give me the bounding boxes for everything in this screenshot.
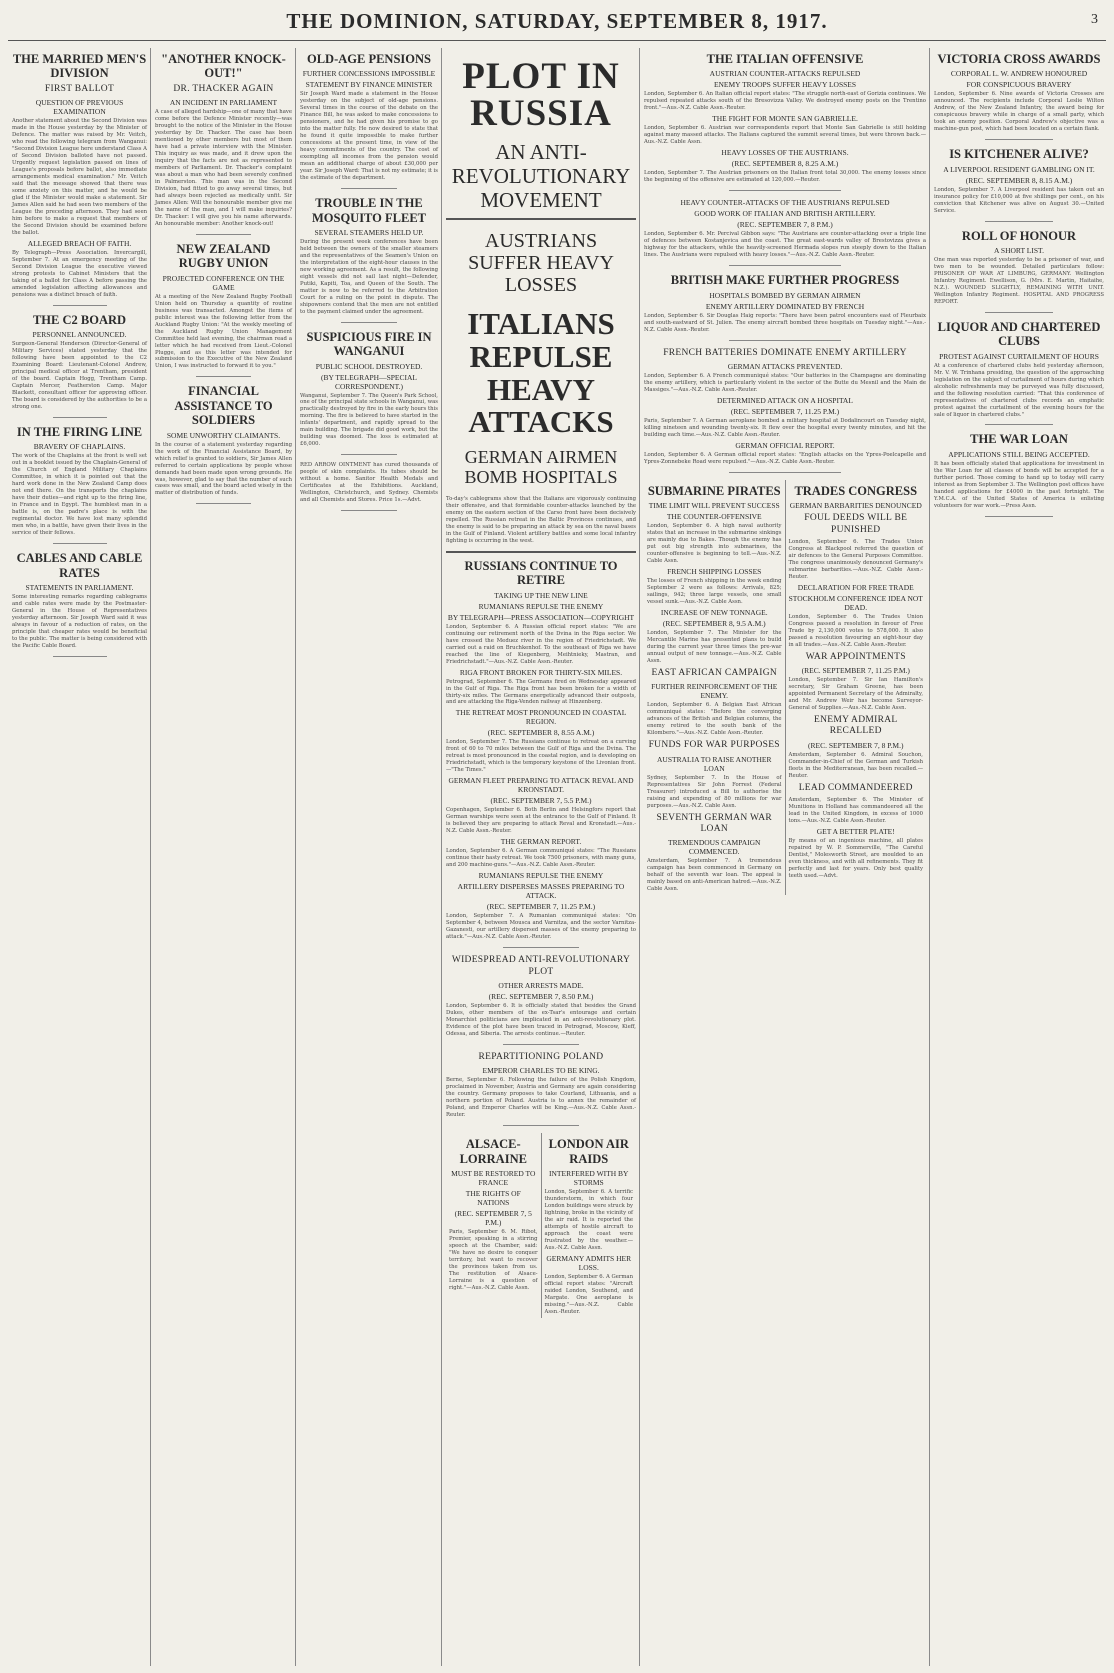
headline: RUSSIANS CONTINUE TO RETIRE — [464, 558, 618, 588]
subheadline: THE RIGHTS OF NATIONS — [465, 1188, 521, 1207]
article-body: London, September 7. A Liverpool resident has taken out an insurance policy for £10,000 at five shillings per cent., on his conviction that Kitchener was alive on August 30.—United Service. — [934, 186, 1104, 214]
article-body: Paris, September 7. A German aeroplane bombed a military hospital at Dodalincourt on Tuesday night, killing nineteen and wounding twenty-six. It flew over the hospital every twenty minutes, and hit the building each time.—Aus.-N.Z. Cable Assn.-Reuter. — [644, 417, 926, 438]
headline: WIDESPREAD ANTI-REVOLUTIONARY PLOT — [451, 955, 631, 977]
byline: BY TELEGRAPH—PRESS ASSOCIATION—COPYRIGHT — [447, 612, 635, 622]
section-head: FRENCH SHIPPING LOSSES — [667, 567, 762, 577]
headline: LIQUOR AND CHARTERED CLUBS — [937, 319, 1101, 349]
article-italian-offensive — [644, 52, 926, 191]
column-5 — [640, 48, 930, 1666]
section-head: RIGA FRONT BROKEN FOR THIRTY-SIX MILES. — [459, 667, 623, 677]
section-head: ALLEGED BREACH OF FAITH. — [27, 238, 132, 248]
section-head: ARTILLERY DISPERSES MASSES PREPARING TO ATTACK. — [457, 882, 625, 901]
subheadline: FIRST BALLOT — [44, 83, 115, 94]
column-5-left — [644, 480, 785, 895]
subheadline: ENEMY TROOPS SUFFER HEAVY LOSSES — [713, 80, 857, 90]
article-body: London, September 6. A German communiqué states: "The Russians continue their hasty retreat. We took 7500 prisoners, with many guns, and 200 machine-guns."—Aus.-N.Z. Cable Assn.-Reuter. — [446, 848, 636, 869]
article-body: It has been officially stated that applications for investment in the War Loan for all classes of bonds will be accepted for a further period. Those coming to hand up to today will carry interest as from September 3. The Wellington post offices have handed applications for £4000 in the past fortnight. The Y.M.C.A. of the United States of America is enlisting volunteers for war work.—Press Assn. — [934, 460, 1104, 509]
dateline: (REC. SEPTEMBER 7, 8.50 P.M.) — [488, 992, 594, 1001]
dateline: (REC. SEPTEMBER 7, 8 P.M.) — [737, 220, 833, 230]
article-body: London, September 6. A French communiqué states: "Our batteries in the Champagne are dominating the enemy artillery, which is particularly violent in the sector of the Butte du Mesnil and the Main de Massiges."—Aus.-N.Z. Cable Assn.-Reuter. — [644, 372, 926, 393]
headline: ROLL OF HONOUR — [961, 228, 1077, 243]
dateline: (REC. SEPTEMBER 7, 8 P.M.) — [808, 740, 904, 750]
main-subheadline: AN ANTI-REVOLUTIONARY MOVEMENT — [451, 140, 631, 213]
subheadline: QUESTION OF PREVIOUS EXAMINATION — [35, 98, 124, 117]
article-body: London, September 7. Sir Ian Hamilton's secretary, Sir Graham Greene, has been appointed Permanent Secretary of the Admiralty, and Mr. Andrew Weir has become Surveyor-General of Supplies.—Aus.-N.Z. Cable Assn. — [788, 677, 923, 712]
article-body: The losses of French shipping in the week ending September 2 were as follows: Arrivals, 825; sailings, 942; three large vessels, one small vessel sunk.—Aus.-N.Z. Cable Assn. — [647, 578, 782, 606]
main-headline: PLOT IN RUSSIA — [462, 56, 620, 134]
headline: CABLES AND CABLE RATES — [16, 551, 143, 580]
article-body: Some interesting remarks regarding cablegrams and cable rates were made by the Postmaster-General in the House of Representatives yesterday afternoon. Sir Joseph Ward said it was always in favour of a reduction of rates, on the principle that cheaper rates would be beneficial to the public. The matter is being considered with the Pacific Cable Board. — [12, 593, 147, 649]
headline: ALSACE-LORRAINE — [459, 1137, 527, 1166]
headline: FRENCH BATTERIES DOMINATE ENEMY ARTILLERY — [663, 347, 907, 358]
subheadline: PROTEST AGAINST CURTAILMENT OF HOURS — [939, 351, 1099, 361]
article-body: London, September 7. The Austrian prisoners on the Italian front total 30,000. The enemy losses since the beginning of the offensive are estimated at 120,000.—Reuter. — [644, 170, 926, 184]
section-head: GERMAN FLEET PREPARING TO ATTACK REVAL AND KRONSTADT. — [448, 776, 634, 795]
headline-austrians: AUSTRIANS SUFFER HEAVY LOSSES — [468, 230, 614, 297]
article-body: London, September 6. A terrific thunderstorm, in which four London buildings were struck by lightning, broke in the vicinity of the air raid. It is reported the attempts of hostile aircraft to approach the coast were frustrated by the weather.—Aus.-N.Z. Cable Assn. — [544, 1188, 633, 1251]
headline: ENEMY ADMIRAL RECALLED — [813, 715, 898, 737]
subheadline: AN INCIDENT IN PARLIAMENT — [169, 98, 278, 108]
article-anti-revolutionary-plot — [446, 955, 636, 1045]
article-body: London, September 6. An Italian official report states: "The struggle north-east of Gorizia continues. We repulsed repeated attacks south of the Bresovizza Valley. We destroyed enemy posts on the Trentino front."—Aus.-N.Z. Cable Assn.-Reuter. — [644, 91, 926, 112]
article-french-batteries — [644, 348, 926, 473]
section-head: DETERMINED ATTACK ON A HOSPITAL — [717, 395, 853, 405]
divider — [446, 218, 636, 220]
article-financial-assistance — [155, 384, 292, 504]
section-head: THE FIGHT FOR MONTE SAN GABRIELLE. — [712, 114, 858, 124]
article-kitchener — [934, 147, 1104, 221]
advertisement-head: GET A BETTER PLATE! — [816, 827, 895, 837]
article-body: Amsterdam, September 6. Admiral Souchon, Commander-in-Chief of the German and Turkish fleets in the Mediterranean, has been recalled.—Reuter. — [788, 751, 923, 779]
subheadline: GERMAN BARBARITIES DENOUNCED — [789, 501, 922, 511]
article-body: During the present week conferences have been held between the owners of the smaller steamers and the representatives of the Seamen's Union on the interpretation of the eight-hour clauses in the new working agreement. As a result, the following eight vessels did not sail last night—Defender, Putiki, Kapiti, Toa, and Queen of the South. The matter is now to be referred to the Arbitration Court for a ruling on the point in dispute. The shipowners contend that the men are not entitled to the payment claimed under the agreement. — [300, 238, 438, 315]
subheadline: STOCKHOLM CONFERENCE IDEA NOT DEAD. — [788, 593, 923, 612]
headline: IN THE FIRING LINE — [16, 424, 143, 439]
article-war-loan — [934, 432, 1104, 516]
dateline: (REC. SEPTEMBER 7, 5.5 P.M.) — [490, 796, 592, 806]
article-body: Sir Joseph Ward made a statement in the House yesterday on the subject of old-age pensions. Several times in the course of the debate on the Finance Bill, he was asked to make concessions to pensioners, and he had given his promise to go into the matter fully. He now desired to state that he found it quite impossible to make further concessions at the present time, in view of the heavy commitments of the country. The cost of exempting all incomes from the pension would mean an additional charge of about £30,000 per year. Sir Joseph Ward: That is not my estimate; it is the estimate of the department. — [300, 91, 438, 182]
subheadline: OTHER ARRESTS MADE. — [498, 981, 584, 990]
subheadline: SEVERAL STEAMERS HELD UP. — [314, 227, 424, 237]
headline: "ANOTHER KNOCK-OUT!" — [161, 52, 286, 81]
headline: THE WAR LOAN — [970, 432, 1068, 447]
article-body: London, September 6. The Trades Union Congress passed a resolution in favour of Free Trade by 2,130,000 votes to 578,000. It also passed a resolution favouring an eight-hour day in all trades.—Aus.-N.Z. Cable Assn.-Reuter. — [788, 613, 923, 648]
article-married-division — [12, 52, 147, 306]
subheadline: STATEMENT BY FINANCE MINISTER — [305, 80, 433, 90]
headline: SEVENTH GERMAN WAR LOAN — [656, 812, 773, 834]
article-british-progress — [644, 273, 926, 340]
subheadline: TIME LIMIT WILL PREVENT SUCCESS — [648, 501, 780, 511]
article-body: London, September 6. A high naval authority states that an increase in the submarine sinkings are mainly due to Bakes. Though the enemy has put out big strength into submarines, the counter-offensive is beginning to tell.—Aus.-N.Z. Cable Assn. — [647, 523, 782, 565]
headline: FINANCIAL ASSISTANCE TO SOLDIERS — [174, 384, 273, 428]
subheadline: PROJECTED CONFERENCE ON THE GAME — [162, 273, 285, 292]
subheadline: AUSTRIAN COUNTER-ATTACKS REPULSED — [709, 69, 861, 79]
article-russians-retire — [446, 559, 636, 948]
headline: LEAD COMMANDEERED — [798, 782, 913, 793]
article-body: One man was reported yesterday to be a prisoner of war, and two men to be wounded. Detailed particulars follow: PRISONER OF WAR AT LIMBURG, GERMANY. Wellington Infantry Regiment. Ewellison, G. (Mrs. E. Martin, Haitaihe, N.Z.). WOUNDED SLIGHTLY, REMAINING WITH UNIT. Wellington Infantry Regiment. HOSPITAL AND PROGRESS REPORT. — [934, 256, 1104, 305]
subheadline: A LIVERPOOL RESIDENT GAMBLING ON IT. — [943, 164, 1095, 174]
section-head: HEAVY LOSSES OF THE AUSTRIANS. — [721, 148, 849, 158]
article-mosquito-fleet — [300, 196, 438, 323]
advertisement-red-arrow — [300, 462, 438, 511]
article-body: Surgeon-General Henderson (Director-General of Military Services) stated yesterday that the following have been appointed to the C2 Examining Board: Lieutenant-Colonel Andrew, principal medical officer at Trentham, president of the board. Captain Hogg, Trentham Camp. Captain Mercer, Featherston Camp. Major Blackett, consultant officer for approving officer. The board is considered by the authorities to be a strong one. — [12, 341, 147, 410]
dateline: (REC. SEPTEMBER 7, 11.25 P.M.) — [730, 406, 840, 416]
headline: LONDON AIR RAIDS — [548, 1137, 629, 1166]
subheadline: FURTHER CONCESSIONS IMPOSSIBLE — [302, 69, 436, 79]
article-body: Sydney, September 7. In the House of Representatives Sir John Forrest (Federal Treasurer) introduced a Bill to authorise the raising and expending of 80 millions for war purposes.—Aus.-N.Z. Cable Assn. — [647, 774, 782, 809]
headline: TRADES CONGRESS — [794, 483, 918, 498]
column-5-right — [785, 480, 927, 895]
headline: BRITISH MAKE FURTHER PROGRESS — [670, 273, 900, 288]
section-head: GERMANY ADMITS HER LOSS. — [546, 1253, 632, 1272]
dateline: (REC. SEPTEMBER 8, 9.5 A.M.) — [662, 619, 766, 628]
article-body: Paris, September 6. M. Ribot, Premier, speaking in a stirring speech at the Chamber, said: "We have no desire to conquer territory, but want to recover the provinces taken from us. The restitution of Alsace-Lorraine is a question of right."—Aus.-N.Z. Cable Assn. — [449, 1228, 538, 1291]
subheadline: THE COUNTER-OFFENSIVE — [666, 512, 762, 522]
dateline: (REC. SEPTEMBER 8, 8.15 A.M.) — [965, 175, 1073, 185]
dateline: (REC. SEPTEMBER 8, 8.25 A.M.) — [731, 159, 839, 169]
article-firing-line — [12, 425, 147, 544]
article-body: Amsterdam, September 6. The Minister of Munitions in Holland has commandeered all the lead in the United Kingdom, in excess of 1000 tons.—Aus.-N.Z. Cable Assn.-Reuter. — [788, 797, 923, 825]
bottom-split — [446, 1133, 636, 1318]
article-body: Copenhagen, September 6. Both Berlin and Helsingfors report that German warships were seen at the entrance to the Gulf of Finland. It is believed they are preparing to attack Reval and Kronstadt.—Aus.-N.Z. Cable Assn.-Reuter. — [446, 807, 636, 835]
dateline: (REC. SEPTEMBER 7, 5 P.M.) — [454, 1208, 532, 1227]
article-london-air-raids — [541, 1133, 637, 1318]
article-body: Another statement about the Second Division was made in the House yesterday by the Minister of Defence. The matter was raised by Mr. Veitch, who read the following telegram from Wanganui: "Second Division League here understand Class A of Second Division balloted have not passed. Urgently request legislation passed on lines of League's proposals before ballot, also immediate arrangements medical examination." Mr. Veitch said that the message showed that there was some anxiety on this matter, and he would be glad if the Minister would make a statement. Sir James Allen said he had seen two members of the League the preceding afternoon. They had seen him before to make a request that members of the Second Division should be examined before the ballot. — [12, 118, 147, 236]
subheadline: BRAVERY OF CHAPLAINS. — [33, 442, 126, 452]
headline: THE C2 BOARD — [32, 312, 127, 327]
article-body: London, September 6. Austrian war correspondents report that Monte San Gabrielle is still holding against many massed attacks. The Italians captured the summit several times, but were thrown back.—Aus.-N.Z. Cable Assn. — [644, 125, 926, 146]
article-body: In the course of a statement yesterday regarding the work of the Financial Assistance Board, by which relief is granted to soldiers, Sir James Allen referred to certain applications by people whose demands had been made upon wrong grounds. He was, however, glad to say that the number of such cases was small, and the board acted wisely in the matter of distribution of funds. — [155, 441, 292, 497]
subheadline: PERSONNEL ANNOUNCED. — [32, 330, 127, 340]
article-body: At a meeting of the New Zealand Rugby Football Union held on Thursday a quantity of routine business was transacted. Amongst the items of public interest was the following letter from the Auckland Rugby Union: "At the weekly meeting of the Auckland Rugby Union Management Committee held last evening, the chairman read a letter which he had received from Lieut.-Colonel Plugge, and as this letter was intended for submission to the Executive of the New Zealand Union, I was instructed to forward it to you." — [155, 293, 292, 370]
article-c2-board — [12, 313, 147, 418]
article-body: At a conference of chartered clubs held yesterday afternoon, Mr. V. W. Trinhana presiding, the question of the approaching legislation on the subject of curtailment of hours during which alcoholic refreshments may be purveyed was fully discussed, and the following resolution carried: "That this conference of representatives of chartered clubs records an emphatic protest against the curtailment of the evening hours for the sale of liquor in chartered clubs." — [934, 362, 1104, 418]
article-body: London, September 7. The Russians continue to retreat on a curving front of 60 to 70 miles between the Gulf of Riga and the Dvina. The retreat is most pronounced in the coastal region, and is developing on Friedrichstadt, which is the temporary keystone of the Livonian front.—"The Times." — [446, 739, 636, 774]
subheadline: FOR CONSPICUOUS BRAVERY — [966, 80, 1072, 90]
article-body: Amsterdam, September 7. A tremendous campaign has been commenced in Germany on behalf of the seventh war loan. The appeal is mainly based on anti-American hatred.—Aus.-N.Z. Cable Assn. — [647, 858, 782, 893]
article-body: Wanganui, September 7. The Queen's Park School, one of the principal state schools in Wanganui, was practically destroyed by fire in the early hours this morning. The fire is believed to have started in the infants' department, and rapidly spread to the main building. The brigade did good work, but the building was doomed. The loss is estimated at £6,000. — [300, 392, 438, 448]
column-6 — [930, 48, 1108, 1666]
subheadline: PUBLIC SCHOOL DESTROYED. — [315, 361, 423, 371]
dateline: (REC. SEPTEMBER 7, 11.25 P.M.) — [486, 902, 596, 912]
headline: FUNDS FOR WAR PURPOSES — [648, 740, 780, 751]
headline: IS KITCHENER ALIVE? — [949, 147, 1089, 162]
article-body: London, September 6. Mr. Percival Gibbon says: "The Austrians are counter-attacking over a triple line of defences between Kostanjevica and the coast. The great east-wards valley of Brestovizza gives a highway for the attackers, while the heavily-screened Hermada slopes run steeply down to the Italian lines. The Austrians were repulsed with heavy losses."—Aus.-N.Z. Cable Assn.-Reuter. — [644, 231, 926, 259]
column-3 — [296, 48, 442, 1666]
article-rugby-union — [155, 242, 292, 378]
headline: SUBMARINE PIRATES — [647, 483, 781, 498]
subheadline: CORPORAL L. W. ANDREW HONOURED — [950, 69, 1088, 79]
subheadline: GERMAN ATTACKS PREVENTED. — [727, 361, 843, 371]
byline: (BY TELEGRAPH—SPECIAL CORRESPONDENT.) — [320, 372, 418, 391]
article-body: The work of the Chaplains at the front is well set out in a booklet issued by the Chaplain-General of the Church of England Military Chaplains Committee, in which it is pointed out that the hard work done in the New Zealand Camp does not end there. On the transports the chaplains have their duties—and right up to the firing line, in France and in Egypt. The humblest man in a battle is, on the padre's place is with the regimental doctor. We have lost many splendid men who, in a battle, have given their lives in the service of their fellows. — [12, 453, 147, 537]
article-repartitioning-poland — [446, 1052, 636, 1126]
article-body: London, September 6. A German official report states: "Aircraft raided London, Southend, and Margate. One aeroplane is missing."—Aus.-N.Z. Cable Assn.-Reuter. — [544, 1273, 633, 1315]
article-wanganui-fire — [300, 330, 438, 456]
advertisement-text: By means of an ingenious machine, all plates repaired by W. P. Sommerville, "The Careful Dentist," Molesworth Street, are moulded to an even thickness, and with all refinements. They fit perfectly and last for years. Only best quality teeth used.—Advt. — [788, 838, 923, 880]
article-body: A case of alleged hardship—one of many that have come before the Defence Minister recently—was brought to the notice of the Minister in the House yesterday by Dr. Thacker. The case has been mentioned by other members but most of them have had a private interview with the Minister. This inquiry as was made, and it drew upon the inquiry that the facts are not as represented to members of Parliament. Dr. Thacker's complaint was about a man who had been severely confined in Palmerston. This man was in the Second Division, had fitted to go away several times, but had always been rejected as medically unfit. Sir James Allen: Will the honourable member give me the name of the man, and I will make inquiries? Dr. Thacker: I will give you his name afterwards. An honourable member: Another knock-out! — [155, 109, 292, 227]
article-old-age-pensions — [300, 52, 438, 189]
subheadline: DR. THACKER AGAIN — [173, 83, 274, 94]
article-body: London, September 6. Sir Douglas Haig reports: "There have been patrol encounters east of Fleurbaix and south-eastward of St. Julien. The enemy aircraft bombed three hospitals on Tuesday night."—Aus.-N.Z. Cable Assn.-Reuter. — [644, 312, 926, 333]
headline: EAST AFRICAN CAMPAIGN — [651, 667, 778, 678]
article-body: London, September 6. Nine awards of Victoria Crosses are announced. The recipients include Corporal Leslie Wilton Andrew, of the New Zealand Infantry, the award being for conspicuous bravery while in charge of a small party, which took an enemy position. Corporal Andrew's objective was a machine-gun post, which had been located on a certain flank. — [934, 91, 1104, 133]
headline: HEAVY COUNTER-ATTACKS OF THE AUSTRIANS REPULSED — [680, 198, 890, 208]
article-counter-attacks — [644, 198, 926, 266]
page-number: 3 — [1091, 12, 1098, 27]
section-head: THE RETREAT MOST PRONOUNCED IN COASTAL REGION. — [455, 708, 627, 727]
article-body: London, September 6. The Trades Union Congress at Blackpool referred the question of air defences to the General Purposes Committee. The congress unanimously denounced Germany's submarine barbarities.—Aus.-N.Z. Cable Assn.-Reuter. — [788, 538, 923, 580]
subheadline: SOME UNWORTHY CLAIMANTS. — [166, 430, 281, 440]
headline: REPARTITIONING POLAND — [478, 1051, 604, 1062]
article-liquor-clubs — [934, 320, 1104, 426]
article-cable-rates — [12, 551, 147, 657]
section-head: INCREASE OF NEW TONNAGE. — [660, 608, 768, 617]
subheadline: FOUL DEEDS WILL BE PUNISHED — [804, 513, 908, 535]
article-alsace-lorraine — [446, 1133, 541, 1318]
subheadline: MUST BE RESTORED TO FRANCE — [451, 1168, 536, 1187]
subheadline: A SHORT LIST. — [994, 245, 1044, 255]
article-body: London, September 7. The Minister for the Mercantile Marine has presented plans to build during the current year three times the pre-war annual output of new tonnage.—Aus.-N.Z. Cable Assn. — [647, 630, 782, 664]
column-2 — [151, 48, 296, 1666]
subheadline: AUSTRALIA TO RAISE ANOTHER LOAN — [656, 754, 772, 773]
masthead-title: THE DOMINION, SATURDAY, SEPTEMBER 8, 1917. — [286, 9, 828, 33]
headline-italians: ITALIANS REPULSE HEAVY ATTACKS — [467, 306, 615, 440]
section-head: RUMANIANS REPULSE THE ENEMY — [478, 871, 604, 881]
article-body: Berne, September 6. Following the failure of the Polish Kingdom, proclaimed in November, Austria and Germany are again considering the country. Germany proposes to take Courland, Lithuania, and a northern portion of Poland. Austria is to annex the remainder of Poland, and Emperor Charles will be King.—Aus.-N.Z. Cable Assn.-Reuter. — [446, 1077, 636, 1119]
article-body: London, September 7. A Rumanian communiqué states: "On September 4, between Mousca and Varnitza, and the sector Varnitza-Gazanesti, our artillery dispersed masses of the enemy preparing to attack."—Aus.-N.Z. Cable Assn.-Reuter. — [446, 913, 636, 941]
headline: VICTORIA CROSS AWARDS — [937, 52, 1101, 66]
divider — [446, 551, 636, 553]
headline: TROUBLE IN THE MOSQUITO FLEET — [311, 196, 427, 225]
headline: WAR APPOINTMENTS — [805, 651, 906, 662]
subheadline: RUMANIANS REPULSE THE ENEMY — [478, 601, 604, 611]
column-1 — [8, 48, 151, 1666]
masthead — [8, 6, 1106, 41]
article-body: Petrograd, September 6. The Germans fired on Wednesday appeared in the Gulf of Riga. The Riga front has been broken for a width of thirty-six miles. The Germans energetically advanced their outposts, and are attacking the Riga-Venden railway at Hinzenberg. — [446, 678, 636, 706]
subheadline: EMPEROR CHARLES TO BE KING. — [482, 1066, 600, 1076]
article-victoria-cross — [934, 52, 1104, 140]
headline: THE MARRIED MEN'S DIVISION — [12, 52, 147, 81]
section-head: GERMAN OFFICIAL REPORT. — [735, 440, 835, 450]
subheadline: ENEMY ARTILLERY DOMINATED BY FRENCH — [705, 301, 865, 311]
headline: OLD-AGE PENSIONS — [307, 52, 431, 66]
column-5-split — [644, 480, 926, 895]
dateline: (REC. SEPTEMBER 7, 11.25 P.M.) — [801, 666, 910, 676]
subheadline: HOSPITALS BOMBED BY GERMAN AIRMEN — [709, 290, 861, 300]
section-head: THE GERMAN REPORT. — [500, 837, 582, 847]
subheadline: TAKING UP THE NEW LINE — [494, 590, 588, 600]
article-body: By Telegraph—Press Association. Invercargill, September 7. At an emergency meeting of the Second Division League the executive viewed strong protests to Cabinet Ministers that the taking of a ballot for Class A before passing the amended legislation affecting allowances and pensions was a distinct breach of faith. — [12, 249, 147, 298]
headline: SUSPICIOUS FIRE IN WANGANUI — [306, 329, 432, 359]
center-column — [442, 48, 640, 1666]
dateline: (REC. SEPTEMBER 8, 8.55 A.M.) — [487, 728, 595, 738]
subheadline: STATEMENTS IN PARLIAMENT. — [25, 582, 134, 592]
subheadline: FURTHER REINFORCEMENT OF THE ENEMY. — [651, 682, 778, 701]
subheadline: APPLICATIONS STILL BEING ACCEPTED. — [948, 449, 1090, 459]
subheadline: TREMENDOUS CAMPAIGN COMMENCED. — [668, 838, 761, 857]
news-summary: To-day's cablegrams show that the Italians are vigorously continuing their offensive, and that formidable counter-attacks launched by the enemy on the eastern section of the Carso front have been decisively repelled. The Russian retreat in the Baltic Provinces continues, and the enemy is said to be preparing an attack by sea on the naval bases in the Gulf of Finland. Violent artillery battles and some local infantry fighting is occurring in the west. — [446, 495, 636, 544]
article-body: London, September 6. It is officially stated that besides the Grand Dukes, other members of the ex-Tsar's entourage and certain Monarchist politicians are implicated in an anti-revolutionary plot. Evidence of the plot have been traced in Petrograd, Moscow, Kieff, Odessa, and Siberia. The arrests continue.—Reuter. — [446, 1003, 636, 1037]
headline-airmen: GERMAN AIRMEN BOMB HOSPITALS — [464, 446, 618, 488]
advertisement-text: RED ARROW OINTMENT has cured thousands of people of skin complaints. Its tubes should be without a home. Sanitor Health Medals and Certificates at the Exhibitions. Auckland, Wellington, Christchurch, and Sydney. Chemists and all Chemists and Stores. Price 1s.—Advt. — [300, 462, 438, 504]
subheadline: GOOD WORK OF ITALIAN AND BRITISH ARTILLERY. — [694, 209, 876, 219]
headline: THE ITALIAN OFFENSIVE — [706, 52, 864, 66]
article-another-knockout — [155, 52, 292, 235]
headline: DECLARATION FOR FREE TRADE — [797, 582, 914, 592]
article-body: London, September 6. A Russian official report states: "We are continuing our retirement north of the Dvina in the Riga sector. We have crossed the Meduez river in the region of Friedrichstadt. We carried out a raid on Bruchkenhof. To the southeast of Riga we have reached the line of Kiegenberg, Meihtnieky, Mastran, and Friedrichstadt."—Aus.-N.Z. Cable Assn.-Reuter. — [446, 623, 636, 665]
article-roll-of-honour — [934, 229, 1104, 313]
subheadline: INTERFERED WITH BY STORMS — [549, 1168, 629, 1187]
article-body: London, September 6. A Belgian East African communiqué states: "Before the converging advances of the British and Belgian columns, the enemy retired to the south bank of the Kilombero."—Aus.-N.Z. Cable Assn.-Reuter. — [647, 702, 782, 737]
article-body: London, September 6. A German official report states: "English attacks on the Ypres-Poelcapelle and Ypres-Zonnebeke Road were repulsed."—Aus.-N.Z. Cable Assn.-Reuter. — [644, 451, 926, 465]
headline: NEW ZEALAND RUGBY UNION — [176, 241, 271, 271]
